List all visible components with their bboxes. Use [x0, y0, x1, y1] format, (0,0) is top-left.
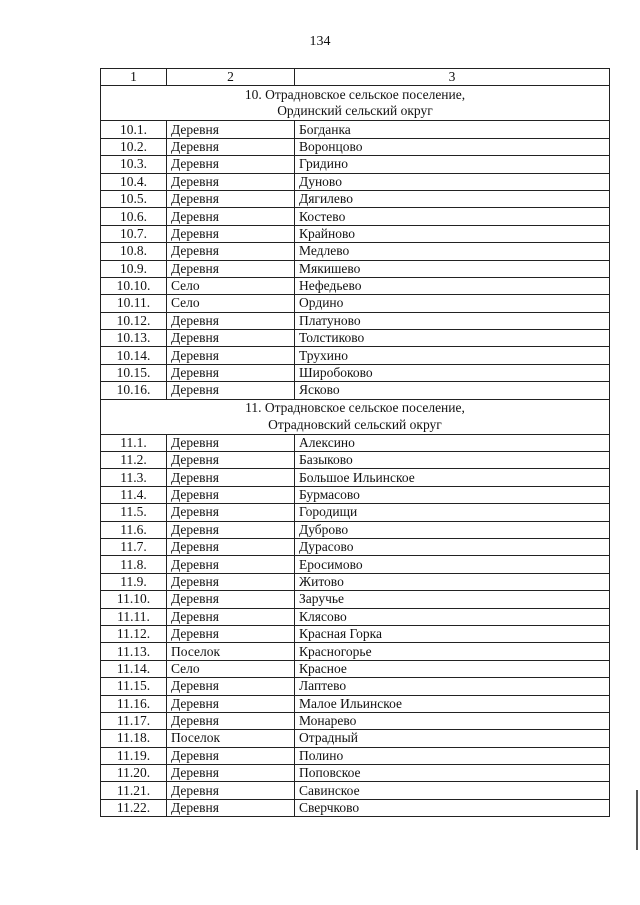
- settlement-name: Богданка: [295, 121, 610, 138]
- settlement-name: Клясово: [295, 608, 610, 625]
- table-row: [101, 260, 610, 277]
- row-number: 11.14.: [101, 660, 167, 677]
- table-row: [101, 434, 610, 451]
- settlement-name: Красное: [295, 660, 610, 677]
- table-row: [101, 747, 610, 764]
- settlement-name: Толстиково: [295, 330, 610, 347]
- table-row: [101, 591, 610, 608]
- settlement-name: Нефедьево: [295, 277, 610, 294]
- row-number: 10.4.: [101, 173, 167, 190]
- settlement-name: Базыково: [295, 452, 610, 469]
- settlement-type: Деревня: [167, 243, 295, 260]
- settlement-name: Ордино: [295, 295, 610, 312]
- settlement-name: Дурасово: [295, 538, 610, 555]
- section-title-row: [101, 86, 610, 121]
- settlement-name: Бурмасово: [295, 486, 610, 503]
- table-row: [101, 121, 610, 138]
- settlement-name: Платуново: [295, 312, 610, 329]
- settlement-name: Дуброво: [295, 521, 610, 538]
- row-number: 10.16.: [101, 382, 167, 399]
- settlement-type: Деревня: [167, 434, 295, 451]
- row-number: 11.7.: [101, 538, 167, 555]
- column-number-1: 1: [101, 69, 167, 86]
- settlement-type: Деревня: [167, 312, 295, 329]
- row-number: 11.20.: [101, 765, 167, 782]
- section-title: [101, 399, 610, 434]
- settlement-type: Деревня: [167, 190, 295, 207]
- table-row: [101, 538, 610, 555]
- table-row: [101, 243, 610, 260]
- settlement-type: Поселок: [167, 730, 295, 747]
- row-number: 10.14.: [101, 347, 167, 364]
- table-row: [101, 138, 610, 155]
- settlement-type: Деревня: [167, 765, 295, 782]
- row-number: 11.17.: [101, 712, 167, 729]
- settlement-name: Городищи: [295, 504, 610, 521]
- settlement-name: Отрадный: [295, 730, 610, 747]
- row-number: 11.12.: [101, 625, 167, 642]
- settlement-type: Деревня: [167, 521, 295, 538]
- settlement-name: Савинское: [295, 782, 610, 799]
- row-number: 11.16.: [101, 695, 167, 712]
- settlement-name: Гридино: [295, 156, 610, 173]
- row-number: 10.1.: [101, 121, 167, 138]
- table-row: [101, 625, 610, 642]
- settlement-type: Деревня: [167, 608, 295, 625]
- row-number: 10.13.: [101, 330, 167, 347]
- settlement-name: Дуново: [295, 173, 610, 190]
- table-row: [101, 312, 610, 329]
- table-row: [101, 521, 610, 538]
- settlement-type: Деревня: [167, 452, 295, 469]
- settlement-name: Алексино: [295, 434, 610, 451]
- table-row: [101, 782, 610, 799]
- row-number: 11.4.: [101, 486, 167, 503]
- settlement-type: Поселок: [167, 643, 295, 660]
- row-number: 10.10.: [101, 277, 167, 294]
- settlement-name: Монарево: [295, 712, 610, 729]
- settlement-type: Деревня: [167, 799, 295, 816]
- page-number: 134: [309, 34, 331, 49]
- settlement-name: Житово: [295, 573, 610, 590]
- settlement-type: Деревня: [167, 208, 295, 225]
- settlement-type: Деревня: [167, 591, 295, 608]
- settlement-name: Костево: [295, 208, 610, 225]
- settlement-type: Деревня: [167, 556, 295, 573]
- table-row: [101, 608, 610, 625]
- settlement-type: Деревня: [167, 382, 295, 399]
- table-row: [101, 469, 610, 486]
- settlement-name: Еросимово: [295, 556, 610, 573]
- column-number-3: 3: [295, 69, 610, 86]
- row-number: 10.11.: [101, 295, 167, 312]
- row-number: 11.5.: [101, 504, 167, 521]
- section-title-line2: Ординский сельский округ: [277, 103, 433, 119]
- settlement-name: Красногорье: [295, 643, 610, 660]
- table-row: [101, 643, 610, 660]
- row-number: 11.10.: [101, 591, 167, 608]
- settlement-name: Малое Ильинское: [295, 695, 610, 712]
- table-row: [101, 765, 610, 782]
- settlement-type: Деревня: [167, 573, 295, 590]
- settlement-name: Полино: [295, 747, 610, 764]
- settlement-type: Деревня: [167, 469, 295, 486]
- row-number: 10.12.: [101, 312, 167, 329]
- row-number: 10.15.: [101, 364, 167, 381]
- table-row: [101, 678, 610, 695]
- settlement-name: Сверчково: [295, 799, 610, 816]
- settlements-table: [100, 68, 610, 817]
- table-row: [101, 712, 610, 729]
- settlement-type: Деревня: [167, 747, 295, 764]
- table-row: [101, 364, 610, 381]
- settlement-name: Заручье: [295, 591, 610, 608]
- settlement-type: Деревня: [167, 225, 295, 242]
- settlement-name: Дягилево: [295, 190, 610, 207]
- row-number: 10.9.: [101, 260, 167, 277]
- table-row: [101, 556, 610, 573]
- row-number: 11.15.: [101, 678, 167, 695]
- settlement-type: Деревня: [167, 695, 295, 712]
- row-number: 10.6.: [101, 208, 167, 225]
- settlement-type: Деревня: [167, 138, 295, 155]
- section-title: [101, 86, 610, 121]
- table-row: [101, 452, 610, 469]
- settlement-type: Деревня: [167, 156, 295, 173]
- table-row: [101, 660, 610, 677]
- row-number: 11.18.: [101, 730, 167, 747]
- row-number: 11.19.: [101, 747, 167, 764]
- row-number: 11.2.: [101, 452, 167, 469]
- row-number: 11.8.: [101, 556, 167, 573]
- settlement-type: Деревня: [167, 364, 295, 381]
- table-row: [101, 225, 610, 242]
- row-number: 11.21.: [101, 782, 167, 799]
- settlement-name: Большое Ильинское: [295, 469, 610, 486]
- row-number: 11.3.: [101, 469, 167, 486]
- row-number: 10.3.: [101, 156, 167, 173]
- table-row: [101, 156, 610, 173]
- settlement-type: Деревня: [167, 330, 295, 347]
- settlement-name: Трухино: [295, 347, 610, 364]
- table-row: [101, 173, 610, 190]
- settlement-type: Деревня: [167, 712, 295, 729]
- table-row: [101, 295, 610, 312]
- settlement-type: Село: [167, 660, 295, 677]
- table-row: [101, 347, 610, 364]
- scan-edge-mark: [636, 790, 638, 850]
- settlement-type: Село: [167, 295, 295, 312]
- table-row: [101, 486, 610, 503]
- table-row: [101, 730, 610, 747]
- table-body: [101, 69, 610, 817]
- settlement-type: Деревня: [167, 260, 295, 277]
- table-row: [101, 190, 610, 207]
- row-number: 11.11.: [101, 608, 167, 625]
- settlement-name: Поповское: [295, 765, 610, 782]
- settlement-type: Деревня: [167, 782, 295, 799]
- row-number: 11.9.: [101, 573, 167, 590]
- table-row: [101, 330, 610, 347]
- table-row: [101, 208, 610, 225]
- table-row: [101, 573, 610, 590]
- row-number: 11.22.: [101, 799, 167, 816]
- table-row: [101, 277, 610, 294]
- settlement-name: Красная Горка: [295, 625, 610, 642]
- settlement-type: Деревня: [167, 625, 295, 642]
- table-row: [101, 695, 610, 712]
- settlement-type: Деревня: [167, 347, 295, 364]
- column-number-2: 2: [167, 69, 295, 86]
- row-number: 11.13.: [101, 643, 167, 660]
- column-number-row: [101, 69, 610, 86]
- section-title-row: [101, 399, 610, 434]
- settlement-name: Воронцово: [295, 138, 610, 155]
- settlement-type: Село: [167, 277, 295, 294]
- section-title-line2: Отрадновский сельский округ: [268, 416, 442, 432]
- row-number: 11.1.: [101, 434, 167, 451]
- settlement-name: Медлево: [295, 243, 610, 260]
- settlement-type: Деревня: [167, 538, 295, 555]
- settlement-name: Широбоково: [295, 364, 610, 381]
- row-number: 10.7.: [101, 225, 167, 242]
- table-row: [101, 799, 610, 816]
- settlement-type: Деревня: [167, 121, 295, 138]
- settlement-name: Крайново: [295, 225, 610, 242]
- settlement-name: Мякишево: [295, 260, 610, 277]
- settlement-type: Деревня: [167, 173, 295, 190]
- row-number: 11.6.: [101, 521, 167, 538]
- settlement-name: Лаптево: [295, 678, 610, 695]
- settlement-type: Деревня: [167, 678, 295, 695]
- section-title-line1: 11. Отрадновское сельское поселение,: [245, 400, 465, 416]
- settlement-type: Деревня: [167, 486, 295, 503]
- settlement-name: Ясково: [295, 382, 610, 399]
- row-number: 10.2.: [101, 138, 167, 155]
- table-row: [101, 504, 610, 521]
- settlement-type: Деревня: [167, 504, 295, 521]
- row-number: 10.8.: [101, 243, 167, 260]
- row-number: 10.5.: [101, 190, 167, 207]
- table-row: [101, 382, 610, 399]
- section-title-line1: 10. Отрадновское сельское поселение,: [244, 86, 466, 102]
